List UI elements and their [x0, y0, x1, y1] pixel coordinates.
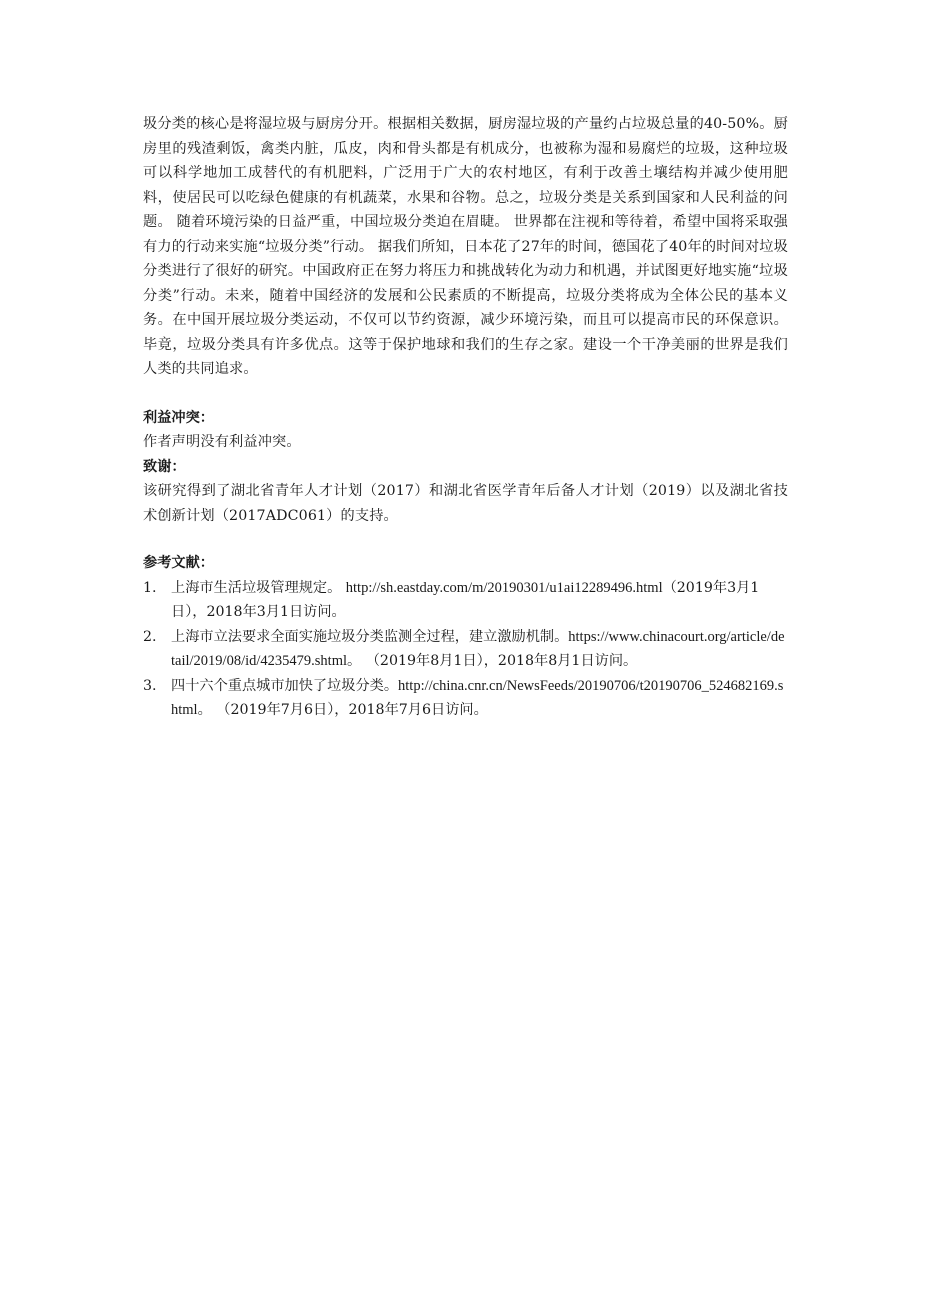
reference-item: [143, 576, 788, 625]
reference-list: [143, 576, 788, 723]
conflict-text: 作者声明没有利益冲突。: [143, 434, 301, 450]
acknowledgment-text: 该研究得到了湖北省青年人才计划（2017）和湖北省医学青年后备人才计划（2019）以及湖北省技术创新计划（2017ADC061）的支持。: [143, 483, 788, 524]
reference-item: [143, 625, 788, 674]
document-page: [143, 112, 788, 723]
reference-title: 上海市立法要求全面实施垃圾分类监测全过程，建立激励机制。: [171, 628, 569, 645]
acknowledgment-heading: 致谢：: [143, 458, 186, 475]
section-spacer: [143, 528, 788, 551]
reference-title: 四十六个重点城市加快了垃圾分类。: [171, 677, 399, 694]
reference-date: 。 （2019年8月1日），2018年8月1日访问。: [347, 653, 638, 669]
reference-item: [143, 674, 788, 723]
reference-number: 3.: [143, 677, 157, 694]
reference-link[interactable]: http://china.cnr.cn/NewsFeeds/20190706/t20190706_524682169.shtml: [171, 677, 784, 718]
section-spacer: [143, 382, 788, 406]
body-paragraph: 圾分类的核心是将湿垃圾与厨房分开。根据相关数据，厨房湿垃圾的产量约占垃圾总量的40-50%。厨房里的残渣剩饭，禽类内脏，瓜皮，肉和骨头都是有机成分，也被称为湿和易腐烂的垃圾，这种垃圾可以科学地加工成替代的有机肥料，广泛用于广大的农村地区，有利于改善土壤结构并减少使用肥料，使居民可以吃绿色健康的有机蔬菜，水果和谷物。总之，垃圾分类是关系到国家和人民利益的问题。 随着环境污染的日益严重，中国垃圾分类迫在眉睫。 世界都在注视和等待着，希望中国将采取强有力的行动来实施“垃圾分类”行动。 据我们所知，日本花了27年的时间，德国花了40年的时间对垃圾分类进行了很好的研究。中国政府正在努力将压力和挑战转化为动力和机遇，并试图更好地实施“垃圾分类”行动。未来，随着中国经济的发展和公民素质的不断提高，垃圾分类将成为全体公民的基本义务。在中国开展垃圾分类运动，不仅可以节约资源，减少环境污染，而且可以提高市民的环保意识。毕竟，垃圾分类具有许多优点。这等于保护地球和我们的生存之家。建设一个干净美丽的世界是我们人类的共同追求。: [143, 116, 788, 377]
reference-number: 1.: [143, 579, 157, 596]
reference-date: （2019年3月1日），2018年3月1日访问。: [171, 579, 760, 620]
reference-number: 2.: [143, 628, 157, 645]
conflict-heading: 利益冲突：: [143, 409, 214, 426]
reference-date: 。 （2019年7月6日），2018年7月6日访问。: [197, 702, 488, 718]
reference-link[interactable]: https://www.chinacourt.org/article/detail/2019/08/id/4235479.shtml: [171, 628, 785, 669]
reference-title: 上海市生活垃圾管理规定。: [171, 579, 346, 596]
references-heading: 参考文献：: [143, 555, 214, 571]
reference-link[interactable]: http://sh.eastday.com/m/20190301/u1ai12289496.html: [345, 579, 663, 596]
